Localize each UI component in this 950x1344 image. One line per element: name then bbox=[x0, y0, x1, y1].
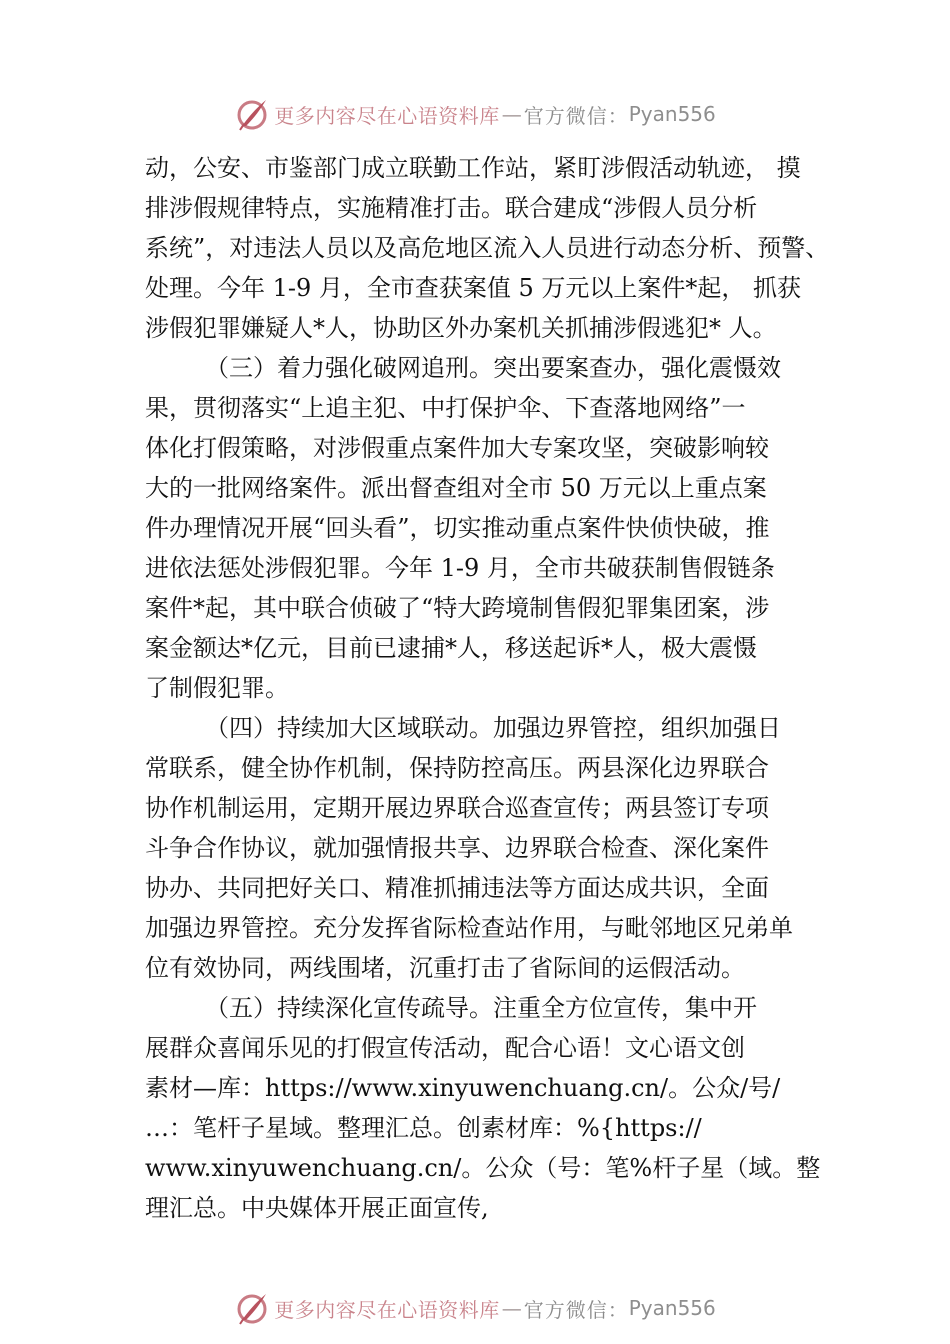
watermark-official-label: 官方微信： bbox=[523, 103, 629, 128]
watermark-official-label: 官方微信： bbox=[523, 1297, 629, 1322]
text-line: 系统”，对违法人员以及高危地区流入人员进行动态分析、预警、 bbox=[145, 234, 830, 262]
text-line: 动，公安、市鉴部门成立联勤工作站，紧盯涉假活动轨迹， 摸 bbox=[145, 154, 801, 182]
text-line: 加强边界管控。充分发挥省际检查站作用，与毗邻地区兄弟单 bbox=[145, 914, 793, 942]
watermark-separator: — bbox=[501, 102, 522, 126]
text-line: 素材—库：https://www.xinyuwenchuang.cn/。公众/号/ bbox=[145, 1074, 781, 1102]
text-line: 协作机制运用，定期开展边界联合巡查宣传；两县签订专项 bbox=[145, 794, 769, 822]
quill-logo-icon bbox=[234, 96, 270, 132]
text-line: 大的一批网络案件。派出督查组对全市 50 万元以上重点案 bbox=[145, 474, 767, 502]
text-line: 常联系，健全协作机制，保持防控高压。两县深化边界联合 bbox=[145, 754, 769, 782]
section-heading-line: （五）持续深化宣传疏导。注重全方位宣传，集中开 bbox=[205, 994, 757, 1022]
text-line: 处理。今年 1-9 月，全市查获案值 5 万元以上案件*起， 抓获 bbox=[145, 274, 802, 302]
text-line: 位有效协同，两线围堵，沉重打击了省际间的运假活动。 bbox=[145, 954, 745, 982]
text-line: 体化打假策略，对涉假重点案件加大专案攻坚，突破影响较 bbox=[145, 434, 769, 462]
header-watermark bbox=[0, 94, 950, 134]
text-line: 涉假犯罪嫌疑人*人，协助区外办案机关抓捕涉假逃犯* 人。 bbox=[145, 314, 777, 342]
text-line: 协办、共同把好关口、精准抓捕违法等方面达成共识，全面 bbox=[145, 874, 769, 902]
watermark-brand-text: 更多内容尽在心语资料库 bbox=[274, 103, 500, 128]
text-line: 件办理情况开展“回头看”，切实推动重点案件快侦快破，推 bbox=[145, 514, 770, 542]
text-line: 了制假犯罪。 bbox=[145, 674, 289, 702]
text-line: 展群众喜闻乐见的打假宣传活动，配合心语！文心语文创 bbox=[145, 1034, 745, 1062]
watermark-brand-text: 更多内容尽在心语资料库 bbox=[274, 1297, 500, 1322]
text-line: …：笔杆子星域。整理汇总。创素材库：%{https:// bbox=[145, 1114, 702, 1142]
text-line: 进依法惩处涉假犯罪。今年 1-9 月，全市共破获制售假链条 bbox=[145, 554, 775, 582]
footer-watermark bbox=[0, 1288, 950, 1328]
watermark-wechat-id: Pyan556 bbox=[628, 102, 716, 126]
text-line: 案件*起，其中联合侦破了“特大跨境制售假犯罪集团案，涉 bbox=[145, 594, 770, 622]
section-heading-line: （四）持续加大区域联动。加强边界管控，组织加强日 bbox=[205, 714, 781, 742]
text-line: 案金额达*亿元，目前已逮捕*人，移送起诉*人，极大震慑 bbox=[145, 634, 757, 662]
text-line: 斗争合作协议，就加强情报共享、边界联合检查、深化案件 bbox=[145, 834, 769, 862]
text-line: 理汇总。中央媒体开展正面宣传, bbox=[145, 1194, 489, 1222]
watermark-separator: — bbox=[501, 1296, 522, 1320]
quill-logo-icon bbox=[234, 1290, 270, 1326]
text-line: 排涉假规律特点，实施精准打击。联合建成“涉假人员分析 bbox=[145, 194, 758, 222]
document-body bbox=[145, 148, 835, 1228]
text-line: 果，贯彻落实“上追主犯、中打保护伞、下查落地网络”一 bbox=[145, 394, 746, 422]
section-heading-line: （三）着力强化破网追刑。突出要案查办，强化震慑效 bbox=[205, 354, 781, 382]
text-line: www.xinyuwenchuang.cn/。公众（号：笔%杆子星（域。整 bbox=[145, 1154, 821, 1182]
watermark-wechat-id: Pyan556 bbox=[628, 1296, 716, 1320]
